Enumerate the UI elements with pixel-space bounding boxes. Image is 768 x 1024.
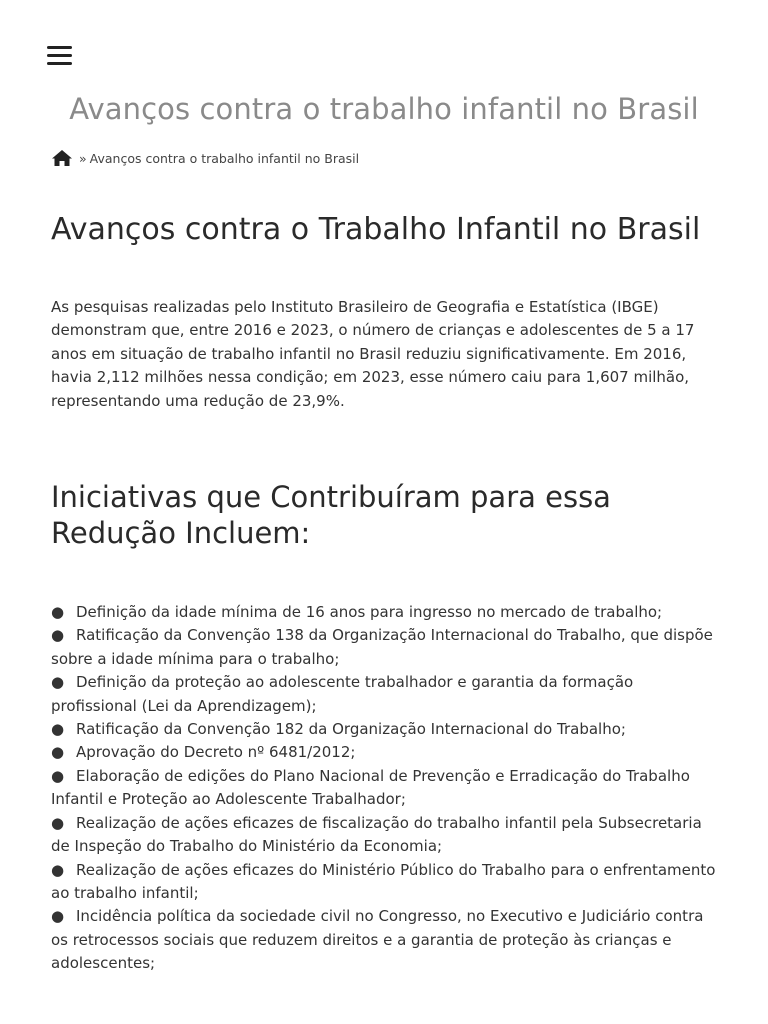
list-item-text: Ratificação da Convenção 138 da Organização Internacional do Trabalho, que dispõe sobre a idade mínima para o trabalho; — [51, 626, 713, 668]
menu-button[interactable] — [46, 44, 74, 68]
article-heading: Avanços contra o Trabalho Infantil no Brasil — [51, 212, 701, 247]
bullet: ● — [51, 626, 65, 645]
list-item-text: Definição da idade mínima de 16 anos para ingresso no mercado de trabalho; — [76, 603, 663, 622]
home-icon — [51, 149, 73, 167]
bullet: ● — [51, 907, 65, 926]
bullet: ● — [51, 766, 65, 785]
initiatives-list — [51, 601, 719, 976]
list-item-text: Realização de ações eficazes de fiscalização do trabalho infantil pela Subsecretaria de Inspeção do Trabalho do Ministério da Economia; — [51, 813, 702, 856]
list-item — [51, 812, 719, 859]
bullet: ● — [51, 603, 65, 622]
list-item — [51, 601, 719, 624]
hamburger-line — [47, 62, 72, 65]
hamburger-line — [47, 54, 72, 57]
bullet: ● — [51, 860, 65, 879]
list-item-text: Ratificação da Convenção 182 da Organização Internacional do Trabalho; — [76, 720, 626, 739]
article — [51, 210, 721, 976]
list-item — [51, 741, 719, 764]
list-item — [51, 671, 719, 718]
list-item-text: Elaboração de edições do Plano Nacional de Prevenção e Erradicação do Trabalho Infantil e Proteção ao Adolescente Trabalhador; — [51, 766, 690, 809]
bullet: ● — [51, 743, 65, 762]
article-intro: As pesquisas realizadas pelo Instituto Brasileiro de Geografia e Estatística (IBGE) demonstram que, entre 2016 e 2023, o número de crianças e adolescentes de 5 a 17 anos em situação de trabalho infantil no Brasil reduziu significativamente. Em 2016, havia 2,112 milhões nessa condição; em 2023, esse número caiu para 1,607 milhão, representando uma redução de 23,9%. — [51, 298, 695, 410]
list-item — [51, 905, 719, 975]
page-title: Avanços contra o trabalho infantil no Brasil — [69, 92, 699, 126]
breadcrumb-separator: » — [79, 150, 87, 166]
list-item — [51, 859, 719, 906]
list-item-text: Aprovação do Decreto nº 6481/2012; — [76, 743, 356, 762]
bullet: ● — [51, 720, 65, 739]
bullet: ● — [51, 673, 65, 692]
list-item — [51, 624, 719, 671]
list-item-text: Incidência política da sociedade civil no Congresso, no Executivo e Judiciário contra os retrocessos sociais que reduzem direitos e a garantia de proteção às crianças e adolescentes; — [51, 907, 704, 973]
list-item-text: Realização de ações eficazes do Ministério Público do Trabalho para o enfrentamento ao trabalho infantil; — [51, 860, 716, 902]
breadcrumb-home-link[interactable] — [51, 149, 73, 167]
article-subheading: Iniciativas que Contribuíram para essa Redução Incluem: — [51, 480, 611, 551]
list-item-text: Definição da proteção ao adolescente trabalhador e garantia da formação profissional (Lei da Aprendizagem); — [51, 673, 634, 715]
breadcrumb-current: Avanços contra o trabalho infantil no Brasil — [89, 150, 360, 166]
breadcrumb — [51, 148, 359, 168]
list-item — [51, 765, 719, 812]
bullet: ● — [51, 813, 65, 832]
hamburger-menu-icon — [47, 46, 72, 49]
list-item — [51, 718, 719, 741]
